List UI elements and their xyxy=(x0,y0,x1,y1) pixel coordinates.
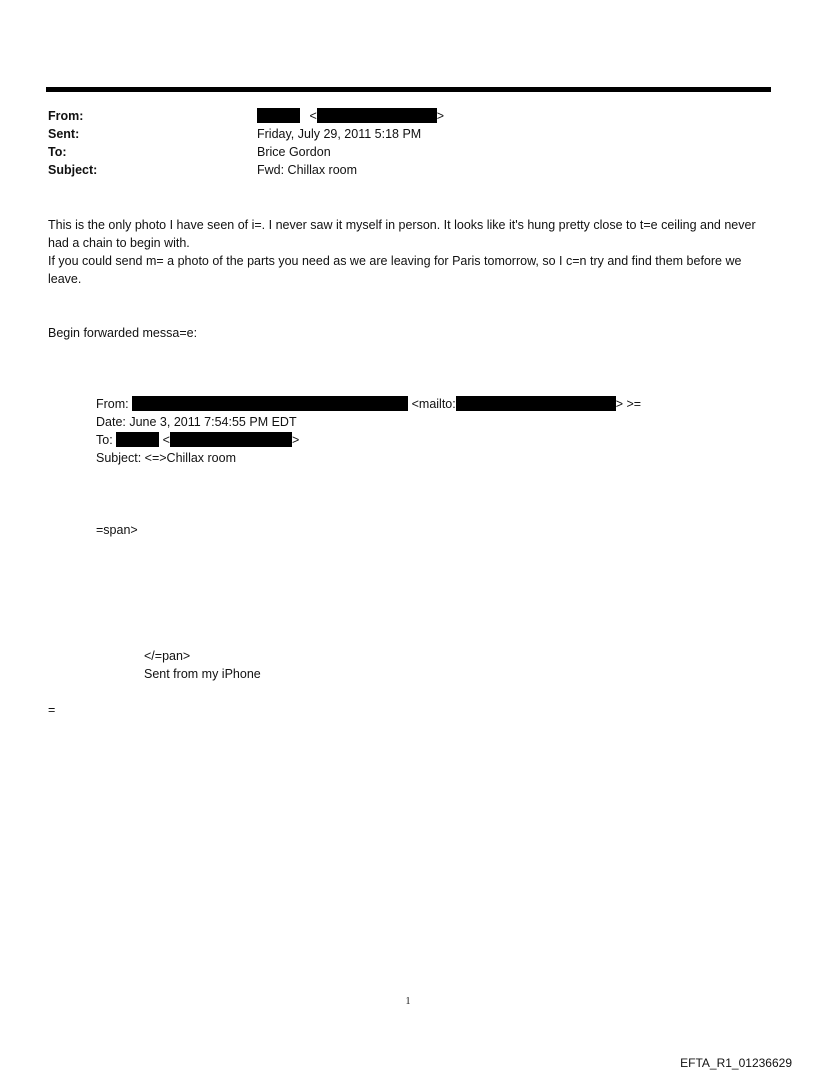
page-number: 1 xyxy=(405,996,411,1007)
sent-value: Friday, July 29, 2011 5:18 PM xyxy=(257,127,422,141)
forwarded-subject-line: Subject: <=>Chillax room xyxy=(96,451,237,465)
mailto-close: > >= xyxy=(615,397,642,411)
forwarded-to-line xyxy=(96,431,641,449)
signature-text: Sent from my iPhone xyxy=(144,667,261,681)
from-label: From: xyxy=(48,109,84,123)
forwarded-date-line: Date: June 3, 2011 7:54:55 PM EDT xyxy=(96,415,297,429)
to-label: To: xyxy=(48,145,67,159)
redaction-bar xyxy=(132,396,408,411)
redaction-bar xyxy=(456,396,616,411)
signature-block xyxy=(144,647,261,683)
span-close-text: </=pan> xyxy=(144,649,191,663)
forwarded-to-lt: < xyxy=(162,433,170,447)
document-id: EFTA_R1_01236629 xyxy=(680,1056,792,1070)
subject-value: Fwd: Chillax room xyxy=(257,163,358,177)
header-rule xyxy=(46,87,771,92)
from-value xyxy=(257,107,444,125)
from-gt: > xyxy=(436,109,445,123)
forward-intro: Begin forwarded messa=e: xyxy=(48,326,198,340)
redaction-bar xyxy=(257,108,300,123)
forwarded-to-gt: > xyxy=(291,433,300,447)
mailto-open: <mailto: xyxy=(411,397,456,411)
redaction-bar xyxy=(170,432,292,447)
to-value: Brice Gordon xyxy=(257,145,331,159)
forwarded-from-label: From: xyxy=(96,397,129,411)
forwarded-from-line xyxy=(96,395,641,413)
forwarded-to-label: To: xyxy=(96,433,113,447)
trailer-text: = xyxy=(48,703,56,717)
span-open-text: =span> xyxy=(96,523,138,537)
redaction-bar xyxy=(116,432,159,447)
subject-label: Subject: xyxy=(48,163,98,177)
body-paragraph: If you could send m= a photo of the parts you need as we are leaving for Paris tomorrow, so I c=n try and find them before we leave. xyxy=(48,254,742,286)
message-body xyxy=(48,216,768,288)
forwarded-header xyxy=(96,395,641,467)
body-paragraph: This is the only photo I have seen of i=. I never saw it myself in person. It looks like it's hung pretty close to t=e ceiling and never had a chain to begin with. xyxy=(48,218,756,250)
redaction-bar xyxy=(317,108,437,123)
from-lt: < xyxy=(309,109,317,123)
sent-label: Sent: xyxy=(48,127,80,141)
